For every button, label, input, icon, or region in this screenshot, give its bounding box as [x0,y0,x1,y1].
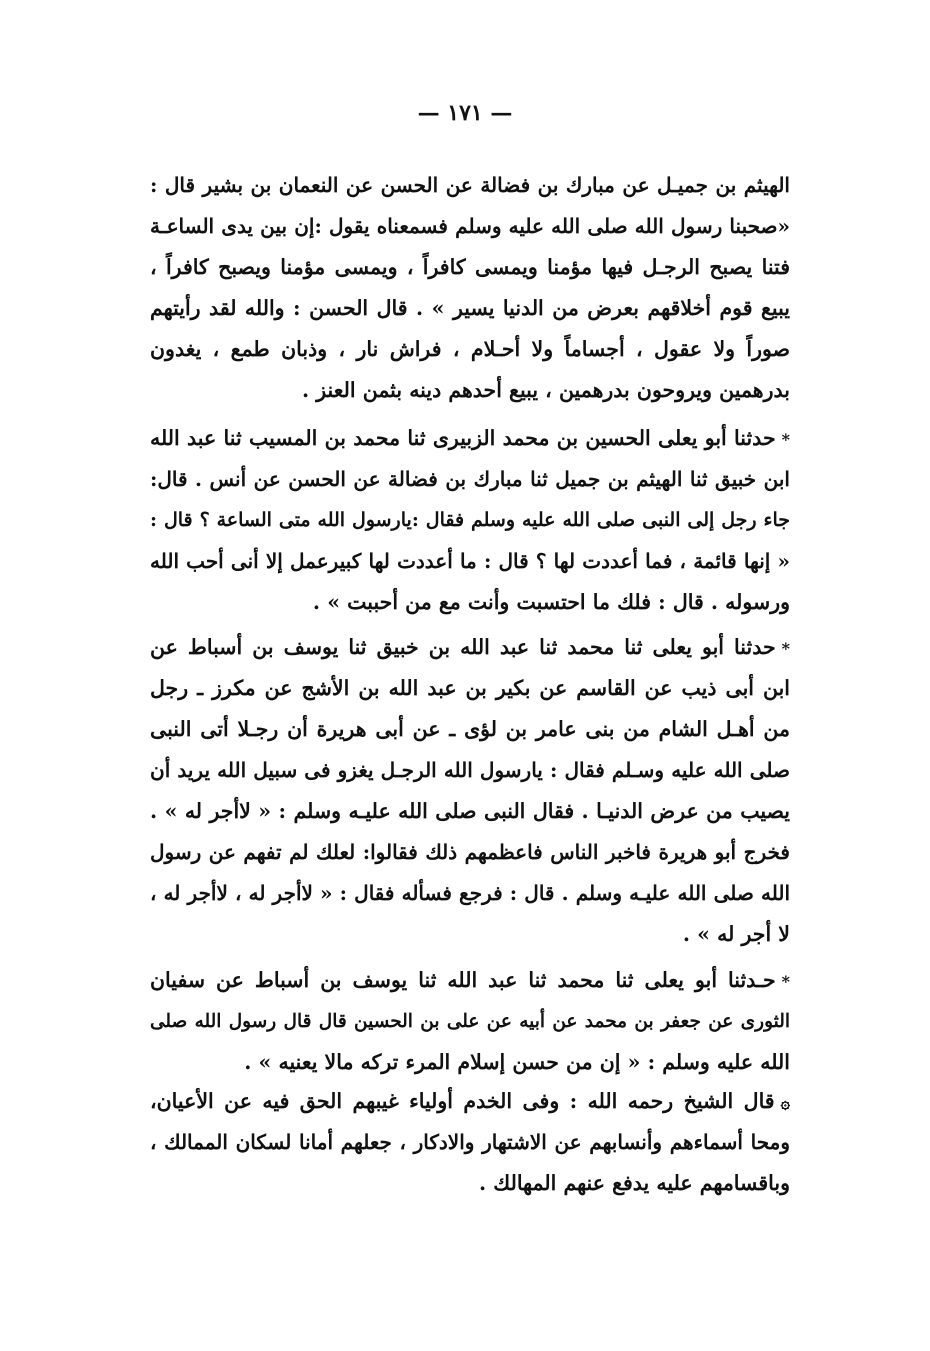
hadith-marker-icon: * [781,639,790,658]
text-line: قال الشيخ رحمه الله : وفى الخدم أولياء غيبهم الحق فيه عن الأعيان، [150,1089,775,1113]
hadith-marker-icon: * [781,972,790,991]
page-number: — ١٧١ — [417,100,513,126]
hadith-marker-icon: * [781,430,790,449]
text-line-with-marker [150,960,790,1001]
text-line: جاء رجل إلى النبى صلى الله عليه وسلم فقال :يارسول الله متى الساعة ؟ قال : [150,509,790,531]
paragraph-5 [150,1081,790,1204]
text-line: صلى الله عليه وسـلم فقال : يارسول الله الرجـل يغزو فى سبيل الله يريد أن [150,758,790,782]
text-line: ورسوله . قال : فلك ما احتسبت وأنت مع من أحببت » . [312,590,790,614]
text-line: حـدثنا أبو يعلى ثنا محمد ثنا عبد الله ثنا يوسف بن أسباط عن سفيان [150,968,776,992]
text-line: ومحا أسماءهم وأنسابهم عن الاشتهار والادكار ، جعلهم أمانا لسكان الممالك ، [150,1130,790,1154]
paragraph-2 [150,418,790,623]
text-line: يصيب من عرض الدنيـا . فقال النبى صلى الله عليـه وسلم : « لاأجر له » . [150,799,790,823]
text-line: فخرج أبو هريرة فاخبر الناس فاعظمهم ذلك فقالوا: لعلك لم تفهم عن رسول [150,840,790,864]
paragraph-1 [150,165,790,411]
text-line: بدرهمين ويروحون بدرهمين ، يبيع أحدهم دينه بثمن العنز . [301,378,790,402]
text-line: الله صلى الله عليـه وسلم . قال : فرجع فسأله فقال : « لاأجر له ، لاأجر له ، [150,881,790,905]
paragraph-3 [150,627,790,955]
text-line: الهيثم بن جميـل عن مبارك بن فضالة عن الحسن عن النعمان بن بشير قال : [150,173,790,197]
text-line: من أهـل الشام من بنى عامر بن لؤى ـ عن أبى هريرة أن رجـلا أتى النبى [150,717,790,741]
text-line: «صحبنا رسول الله صلى الله عليه وسلم فسمعناه يقول :إن بين يدى الساعـة [150,214,790,238]
text-line: ابن خبيق ثنا الهيثم بن جميل ثنا مبارك بن فضالة عن الحسن عن أنس . قال: [150,467,790,491]
text-line: يبيع قوم أخلاقهم بعرض من الدنيا يسير » . قال الحسن : والله لقد رأيتهم [150,296,790,320]
text-line: وباقسامهم عليه يدفع عنهم المهالك . [479,1171,790,1195]
text-line: لا أجر له » . [682,922,790,946]
text-line: حدثنا أبو يعلى الحسين بن محمد الزبيرى ثنا محمد بن المسيب ثنا عبد الله [150,426,776,450]
text-line-with-marker [150,1081,790,1122]
text-line: فتنا يصبح الرجـل فيها مؤمنا ويمسى كافراً ، ويمسى مؤمنا ويصبح كافراً ، [150,255,790,279]
text-line-with-marker [150,627,790,668]
text-line: الله عليه وسلم : « إن من حسن إسلام المرء تركه مالا يعنيه » . [244,1050,790,1074]
text-line: الثورى عن جعفر بن محمد عن أبيه عن على بن الحسين قال قال رسول الله صلى [150,1011,790,1032]
text-line: صوراً ولا عقول ، أجساماً ولا أحـلام ، فراش نار ، وذبان طمع ، يغدون [150,337,790,361]
paragraph-4 [150,960,790,1083]
paragraph-marker-icon: ۞ [780,1093,790,1112]
text-line: ابن أبى ذيب عن القاسم عن بكير بن عبد الله بن الأشج عن مكرز ـ رجل [150,676,790,700]
text-line: حدثنا أبو يعلى ثنا محمد ثنا عبد الله بن خبيق ثنا يوسف بن أسباط عن [150,635,776,659]
text-line-with-marker [150,418,790,459]
text-line: « إنها قائمة ، فما أعددت لها ؟ قال : ما أعددت لها كبيرعمل إلا أنى أحب الله [150,549,790,573]
